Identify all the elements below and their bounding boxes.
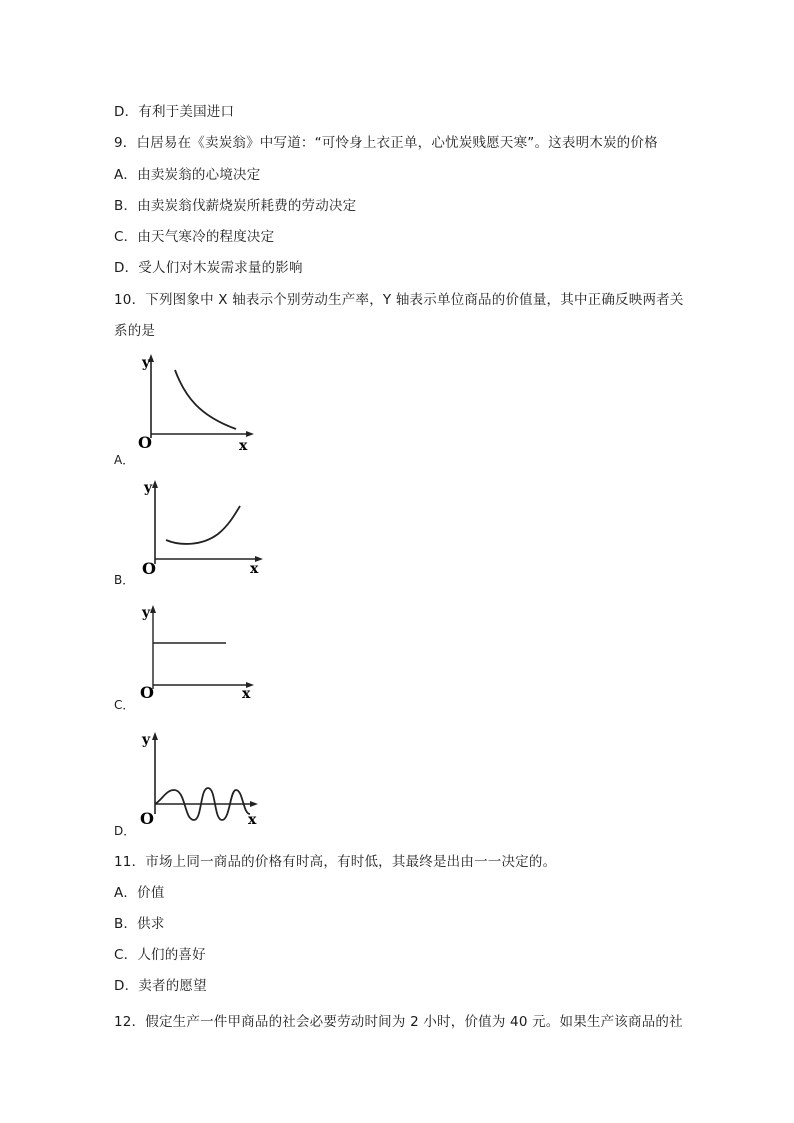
q10-graph-c [140,603,260,703]
q11-option-d: D．卖者的愿望 [114,978,207,994]
q11-option-b: B．供求 [114,916,165,932]
x-axis-label: x [250,561,259,577]
q10-option-a-label: A． [114,453,135,467]
q8-option-d: D．有利于美国进口 [114,104,235,120]
q10-graph-b [142,478,267,578]
y-axis-label: y [142,732,151,748]
origin-label: O [140,809,154,828]
q10-option-b-label: B． [114,573,135,587]
q10-stem: 10．下列图象中 X 轴表示个别劳动生产率，Y 轴表示单位商品的价值量，其中正确反映两者关 [114,292,684,308]
x-axis-label: x [242,686,251,702]
increasing-curve [166,506,240,544]
q11-option-c: C．人们的喜好 [114,947,206,963]
q9-stem: 9．白居易在《卖炭翁》中写道：“可怜身上衣正单，心忧炭贱愿天寒”。这表明木炭的价格 [114,135,658,151]
q11-option-a: A．价值 [114,885,165,901]
x-axis-label: x [239,438,248,454]
q11-stem: 11．市场上同一商品的价格有时高，有时低，其最终是出由一一决定的。 [114,854,557,870]
origin-label: O [138,433,152,452]
y-axis-label: y [142,605,151,621]
q9-option-a: A．由卖炭翁的心境决定 [114,167,261,183]
decreasing-curve [175,370,236,429]
q10-graph-a [138,352,258,452]
q12-stem: 12．假定生产一件甲商品的社会必要劳动时间为 2 小时，价值为 40 元。如果生产该商品的社 [114,1014,683,1030]
q9-option-c: C．由天气寒冷的程度决定 [114,229,275,245]
q10-option-d-label: D． [114,824,136,838]
q10-stem-cont: 系的是 [114,323,156,339]
origin-label: O [140,683,154,702]
x-axis-label: x [248,812,257,828]
q9-option-b: B．由卖炭翁伐薪烧炭所耗费的劳动决定 [114,198,357,214]
y-axis-label: y [142,355,151,371]
y-axis-label: y [144,480,153,496]
origin-label: O [142,559,156,578]
q10-graph-d [140,728,265,828]
q10-option-c-label: C． [114,698,135,712]
q9-option-d: D．受人们对木炭需求量的影响 [114,260,303,276]
